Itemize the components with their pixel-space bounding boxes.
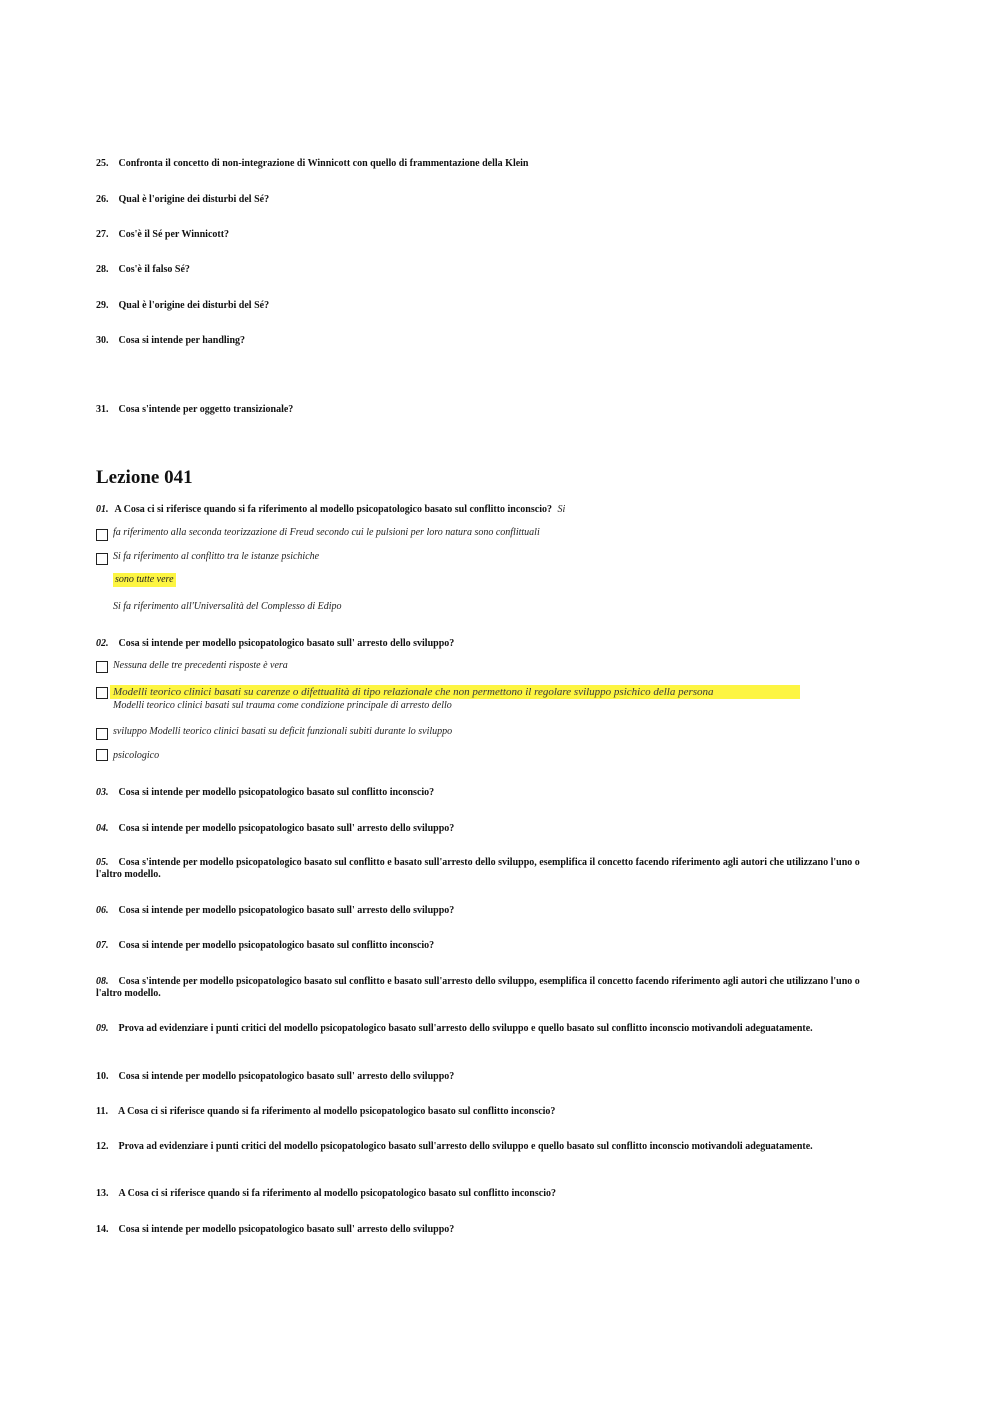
- question-25: [96, 158, 529, 170]
- question-09: [96, 1023, 866, 1035]
- question-26: [96, 194, 269, 206]
- question-number: 06.: [96, 905, 109, 916]
- question-11: [96, 1106, 555, 1118]
- answer-option-3: Modelli teorico clinici basati sul trauma come condizione principale di arresto dello: [113, 700, 452, 711]
- question-number: 12.: [96, 1141, 109, 1152]
- question-number: 30.: [96, 335, 109, 346]
- question-text: Cosa si intende per modello psicopatologico basato sul conflitto inconscio?: [118, 940, 435, 951]
- answer-checkbox-2[interactable]: [96, 553, 108, 565]
- question-text: A Cosa ci si riferisce quando si fa riferimento al modello psicopatologico basato sul conflitto inconscio?: [118, 1188, 556, 1199]
- answer-option-1: Nessuna delle tre precedenti risposte è vera: [113, 660, 288, 671]
- question-number: 07.: [96, 940, 109, 951]
- question-number: 25.: [96, 158, 109, 169]
- question-number: 28.: [96, 264, 109, 275]
- question-02: [96, 638, 454, 650]
- question-05: [96, 857, 866, 881]
- answer-checkbox-1[interactable]: [96, 661, 108, 673]
- question-text: Cosa s'intende per oggetto transizionale?: [118, 404, 294, 415]
- question-04: [96, 823, 454, 835]
- question-number: 14.: [96, 1224, 109, 1235]
- question-07: [96, 940, 434, 952]
- answer-option-2: Si fa riferimento al conflitto tra le istanze psichiche: [113, 551, 320, 562]
- question-number: 05.: [96, 857, 109, 868]
- question-28: [96, 264, 190, 276]
- answer-option-4: Si fa riferimento all'Universalità del Complesso di Edipo: [113, 601, 342, 612]
- question-text: Confronta il concetto di non-integrazione di Winnicott con quello di frammentazione della Klein: [118, 158, 529, 169]
- question-text: Qual è l'origine dei disturbi del Sé?: [118, 300, 270, 311]
- question-text: Cosa si intende per modello psicopatologico basato sull' arresto dello sviluppo?: [118, 1224, 455, 1235]
- question-30: [96, 335, 245, 347]
- answer-option-5: psicologico: [113, 750, 160, 761]
- question-text: Qual è l'origine dei disturbi del Sé?: [118, 194, 270, 205]
- question-text: Cosa s'intende per modello psicopatologico basato sul conflitto e basato sull'arresto dello sviluppo, esemplifica il concetto facendo riferimento agli autori che utilizzano l'uno o l'altro modello.: [96, 857, 860, 880]
- question-number: 26.: [96, 194, 109, 205]
- question-27: [96, 229, 229, 241]
- question-number: 27.: [96, 229, 109, 240]
- question-03: [96, 787, 434, 799]
- question-29: [96, 300, 269, 312]
- question-text: Cosa si intende per handling?: [118, 335, 246, 346]
- question-number: 29.: [96, 300, 109, 311]
- answer-option-1: fa riferimento alla seconda teorizzazione di Freud secondo cui le pulsioni per loro natura sono conflittuali: [113, 527, 540, 538]
- question-01: [96, 504, 565, 516]
- question-31: [96, 404, 293, 416]
- question-number: 13.: [96, 1188, 109, 1199]
- question-12: [96, 1141, 866, 1153]
- question-number: 11.: [96, 1106, 108, 1117]
- question-10: [96, 1071, 454, 1083]
- answer-checkbox-4[interactable]: [96, 749, 108, 761]
- answer-option-correct: Modelli teorico clinici basati su carenze o difettualità di tipo relazionale che non permettono il regolare sviluppo psichico della persona: [113, 686, 714, 698]
- question-number: 02.: [96, 638, 109, 649]
- question-number: 31.: [96, 404, 109, 415]
- answer-option-correct: sono tutte vere: [115, 574, 174, 585]
- question-number: 09.: [96, 1023, 109, 1034]
- question-text: Cosa si intende per modello psicopatologico basato sul conflitto inconscio?: [118, 787, 435, 798]
- question-13: [96, 1188, 556, 1200]
- question-number: 01.: [96, 504, 109, 515]
- question-08: [96, 976, 866, 1000]
- question-06: [96, 905, 454, 917]
- question-text: Cos'è il Sé per Winnicott?: [118, 229, 230, 240]
- answer-checkbox-3[interactable]: [96, 728, 108, 740]
- question-text: Cosa si intende per modello psicopatologico basato sull' arresto dello sviluppo?: [118, 638, 455, 649]
- question-number: 08.: [96, 976, 109, 987]
- question-number: 03.: [96, 787, 109, 798]
- question-text: Cosa si intende per modello psicopatologico basato sull' arresto dello sviluppo?: [118, 823, 455, 834]
- question-trailing-text: Si: [557, 504, 566, 515]
- answer-checkbox-1[interactable]: [96, 529, 108, 541]
- question-text: Cosa s'intende per modello psicopatologico basato sul conflitto e basato sull'arresto dello sviluppo, esemplifica il concetto facendo riferimento agli autori che utilizzano l'uno o l'altro modello.: [96, 976, 860, 999]
- question-text: A Cosa ci si riferisce quando si fa riferimento al modello psicopatologico basato sul conflitto inconscio?: [117, 1106, 556, 1117]
- answer-option-4: sviluppo Modelli teorico clinici basati su deficit funzionali subiti durante lo sviluppo: [113, 726, 453, 737]
- question-text: Cosa si intende per modello psicopatologico basato sull' arresto dello sviluppo?: [118, 1071, 455, 1082]
- question-14: [96, 1224, 454, 1236]
- question-text: Cos'è il falso Sé?: [118, 264, 190, 275]
- question-text: A Cosa ci si riferisce quando si fa riferimento al modello psicopatologico basato sul conflitto inconscio?: [114, 504, 552, 515]
- answer-checkbox-2[interactable]: [96, 687, 108, 699]
- question-text: Cosa si intende per modello psicopatologico basato sull' arresto dello sviluppo?: [118, 905, 455, 916]
- question-text: Prova ad evidenziare i punti critici del modello psicopatologico basato sull'arresto dello sviluppo e quello basato sul conflitto inconscio motivandoli adeguatamente.: [118, 1141, 813, 1152]
- question-number: 04.: [96, 823, 109, 834]
- lesson-title: Lezione 041: [96, 467, 193, 488]
- question-number: 10.: [96, 1071, 109, 1082]
- question-text: Prova ad evidenziare i punti critici del modello psicopatologico basato sull'arresto dello sviluppo e quello basato sul conflitto inconscio motivandoli adeguatamente.: [118, 1023, 813, 1034]
